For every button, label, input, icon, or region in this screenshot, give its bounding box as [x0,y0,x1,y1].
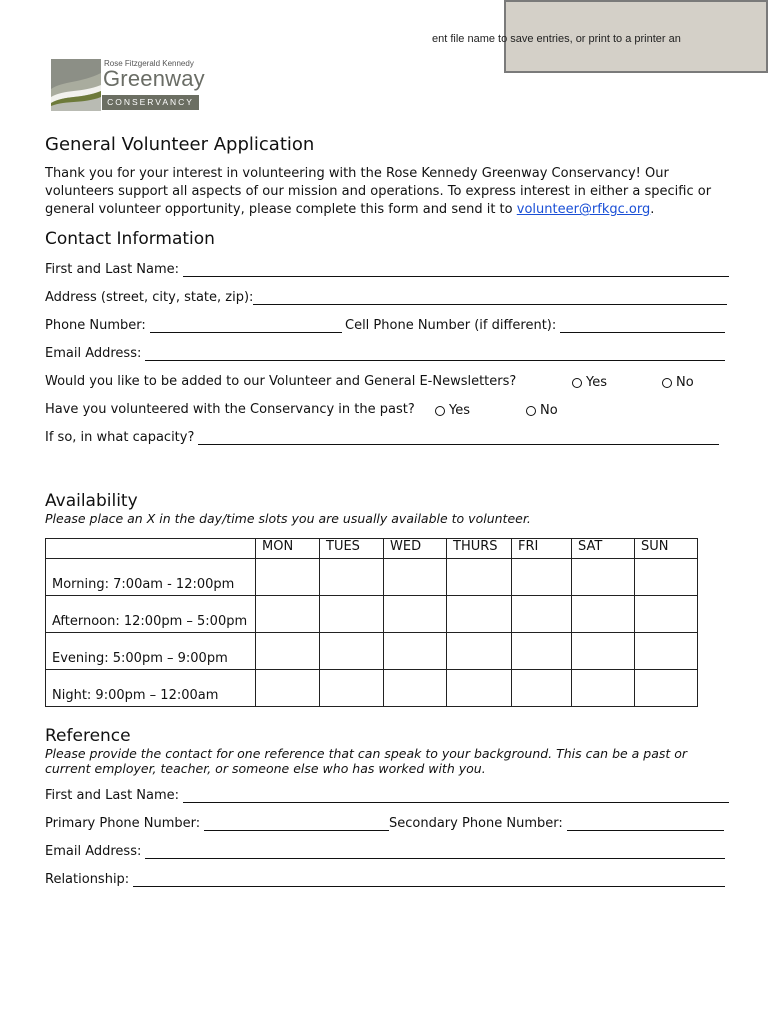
availability-row [46,633,698,670]
radio-circle-icon [662,378,672,388]
slot-cell[interactable] [384,559,447,596]
reference-name-input[interactable] [183,789,729,803]
slot-label: Afternoon: 12:00pm – 5:00pm [46,596,256,633]
slot-cell[interactable] [447,596,512,633]
reference-name-label: First and Last Name: [45,788,180,803]
availability-row [46,559,698,596]
slot-cell[interactable] [320,559,384,596]
slot-cell[interactable] [572,670,635,707]
slot-cell[interactable] [572,633,635,670]
newsletter-question [45,374,516,389]
radio-label: Yes [586,375,607,390]
corner-cell [46,539,256,559]
greenway-logo [51,59,205,113]
slot-cell[interactable] [384,596,447,633]
reference-secondary-field[interactable] [389,816,724,831]
day-header: TUES [320,539,384,559]
contact-cell-input[interactable] [560,319,725,333]
reference-secondary-input[interactable] [567,817,724,831]
day-header: THURS [447,539,512,559]
slot-cell[interactable] [635,670,698,707]
contact-name-label: First and Last Name: [45,262,180,277]
availability-row [46,670,698,707]
reference-relationship-input[interactable] [133,873,725,887]
capacity-label: If so, in what capacity? [45,430,195,445]
day-header: MON [256,539,320,559]
availability-heading: Availability [45,491,138,511]
contact-heading: Contact Information [45,229,215,249]
slot-cell[interactable] [512,559,572,596]
contact-name-field[interactable] [45,262,729,277]
slot-label: Morning: 7:00am - 12:00pm [46,559,256,596]
reference-instruction: Please provide the contact for one reference that can speak to your background. This can be a past or current employer, teacher, or someone else who has worked with you. [45,746,688,776]
contact-name-input[interactable] [183,263,729,277]
past-volunteer-question [45,402,415,417]
radio-circle-icon [435,406,445,416]
day-header: SAT [572,539,635,559]
volunteer-email-link[interactable]: volunteer@rfkgc.org [516,202,651,217]
past-no-radio[interactable] [526,403,558,418]
slot-cell[interactable] [320,670,384,707]
slot-cell[interactable] [447,633,512,670]
page-title: General Volunteer Application [45,134,315,155]
radio-label: No [540,403,558,418]
slot-label: Night: 9:00pm – 12:00am [46,670,256,707]
logo-wordmark: Greenway [103,66,205,91]
day-header: SUN [635,539,698,559]
reference-name-field[interactable] [45,788,729,803]
radio-circle-icon [572,378,582,388]
slot-cell[interactable] [447,559,512,596]
reference-heading: Reference [45,726,131,746]
capacity-field[interactable] [45,430,719,445]
contact-email-field[interactable] [45,346,725,361]
slot-cell[interactable] [572,596,635,633]
availability-row [46,596,698,633]
availability-header-row [46,539,698,559]
print-notice-box[interactable] [432,0,768,73]
intro-text: Thank you for your interest in volunteering with the Rose Kennedy Greenway Conservancy! Our volunteers support all aspects of our mission and operations. To express interest in either a specific or general volunteer opportunity, please complete this form and send it to [45,166,712,217]
slot-cell[interactable] [635,559,698,596]
slot-cell[interactable] [512,596,572,633]
contact-phone-label: Phone Number: [45,318,146,333]
radio-label: Yes [449,403,470,418]
slot-cell[interactable] [256,559,320,596]
slot-cell[interactable] [384,633,447,670]
logo-conservancy-bar: CONSERVANCY [102,95,199,110]
slot-cell[interactable] [320,596,384,633]
reference-primary-label: Primary Phone Number: [45,816,201,831]
reference-secondary-label: Secondary Phone Number: [389,816,563,831]
radio-label: No [676,375,694,390]
contact-email-label: Email Address: [45,346,142,361]
reference-primary-input[interactable] [204,817,389,831]
newsletter-question-text: Would you like to be added to our Volunteer and General E-Newsletters? [45,374,517,389]
contact-phone-field[interactable] [45,318,342,333]
reference-email-input[interactable] [145,845,725,859]
slot-cell[interactable] [256,633,320,670]
intro-paragraph [45,165,735,219]
intro-end: . [650,202,655,217]
capacity-input[interactable] [198,431,719,445]
newsletter-yes-radio[interactable] [572,375,607,390]
reference-relationship-field[interactable] [45,872,725,887]
slot-label: Evening: 5:00pm – 9:00pm [46,633,256,670]
reference-relationship-label: Relationship: [45,872,130,887]
slot-cell[interactable] [320,633,384,670]
slot-cell[interactable] [635,633,698,670]
slot-cell[interactable] [635,596,698,633]
reference-primary-field[interactable] [45,816,389,831]
availability-instruction: Please place an X in the day/time slots you are usually available to volunteer. [45,511,531,526]
reference-email-field[interactable] [45,844,725,859]
contact-cell-field[interactable] [345,318,725,333]
day-header: FRI [512,539,572,559]
slot-cell[interactable] [512,670,572,707]
past-volunteer-question-text: Have you volunteered with the Conservancy in the past? [45,402,415,417]
day-header: WED [384,539,447,559]
slot-cell[interactable] [512,633,572,670]
contact-address-input[interactable] [253,291,727,305]
contact-phone-input[interactable] [150,319,342,333]
print-notice-text: ent file name to save entries, or print to a printer an [432,33,681,45]
contact-address-field[interactable] [45,290,727,305]
slot-cell[interactable] [256,670,320,707]
past-yes-radio[interactable] [435,403,470,418]
contact-address-label: Address (street, city, state, zip): [45,290,254,305]
radio-circle-icon [526,406,536,416]
contact-cell-label: Cell Phone Number (if different): [345,318,557,333]
slot-cell[interactable] [256,596,320,633]
logo-small-text: Rose Fitzgerald Kennedy [104,59,194,68]
slot-cell[interactable] [572,559,635,596]
reference-email-label: Email Address: [45,844,142,859]
logo-landscape-icon [51,59,101,111]
slot-cell[interactable] [384,670,447,707]
slot-cell[interactable] [447,670,512,707]
availability-table [45,538,698,707]
contact-email-input[interactable] [145,347,725,361]
newsletter-no-radio[interactable] [662,375,694,390]
